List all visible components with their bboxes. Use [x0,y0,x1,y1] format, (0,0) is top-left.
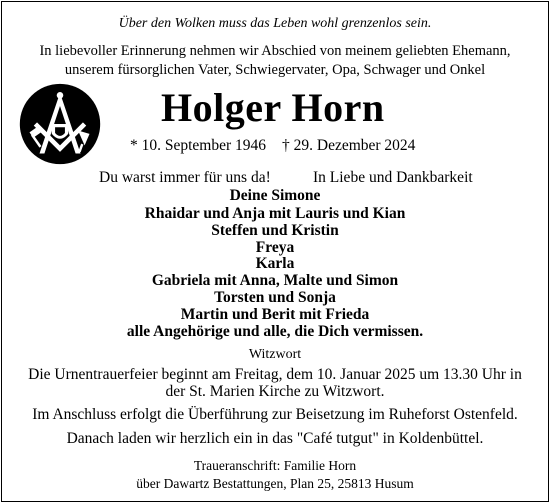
motto: Über den Wolken muss das Leben wohl grenzenlos sein. [118,16,432,31]
mourner-line: Deine Simone [229,187,321,204]
birth-date: * 10. September 1946 [130,137,267,154]
invitation-text: Danach laden wir herzlich ein in das "Café tutgut" in Koldenbüttel. [66,430,484,447]
farewell-right: In Liebe und Dankbarkeit [313,169,473,186]
square-and-compass-emblem-icon [19,83,101,165]
mourner-line: Steffen und Kristin [211,222,339,239]
mourner-line: Rhaidar und Anja mit Lauris und Kian [144,205,406,222]
place: Witzwort [248,347,302,362]
address-line-2: über Dawartz Bestattungen, Plan 25, 25813 Husum [136,476,414,491]
mourner-line: Martin und Berit mit Frieda [180,306,370,323]
address-line-1: Traueranschrift: Familie Horn [193,458,357,473]
intro-line-2: unserem fürsorglichen Vater, Schwiegervater, Opa, Schwager und Onkel [64,62,486,78]
mourner-line: Torsten und Sonja [214,289,336,306]
transfer-text: Im Anschluss erfolgt die Überführung zur Beisetzung im Ruheforst Ostenfeld. [32,406,518,423]
mourner-line: Karla [255,255,295,272]
mourner-line: Freya [255,239,295,256]
deceased-name: Holger Horn [161,85,385,130]
death-date: † 29. Dezember 2024 [282,137,416,154]
mourner-line: alle Angehörige und alle, die Dich vermissen. [126,323,424,340]
intro-line-1: In liebevoller Erinnerung nehmen wir Abschied von meinem geliebten Ehemann, [39,43,511,59]
farewell-left: Du warst immer für uns da! [99,169,271,186]
mourner-line: Gabriela mit Anna, Malte und Simon [151,272,399,289]
ceremony-line-1: Die Urnentrauerfeier beginnt am Freitag, dem 10. Januar 2025 um 13.30 Uhr in [28,366,522,383]
ceremony-line-2: der St. Marien Kirche zu Witzwort. [165,383,385,400]
